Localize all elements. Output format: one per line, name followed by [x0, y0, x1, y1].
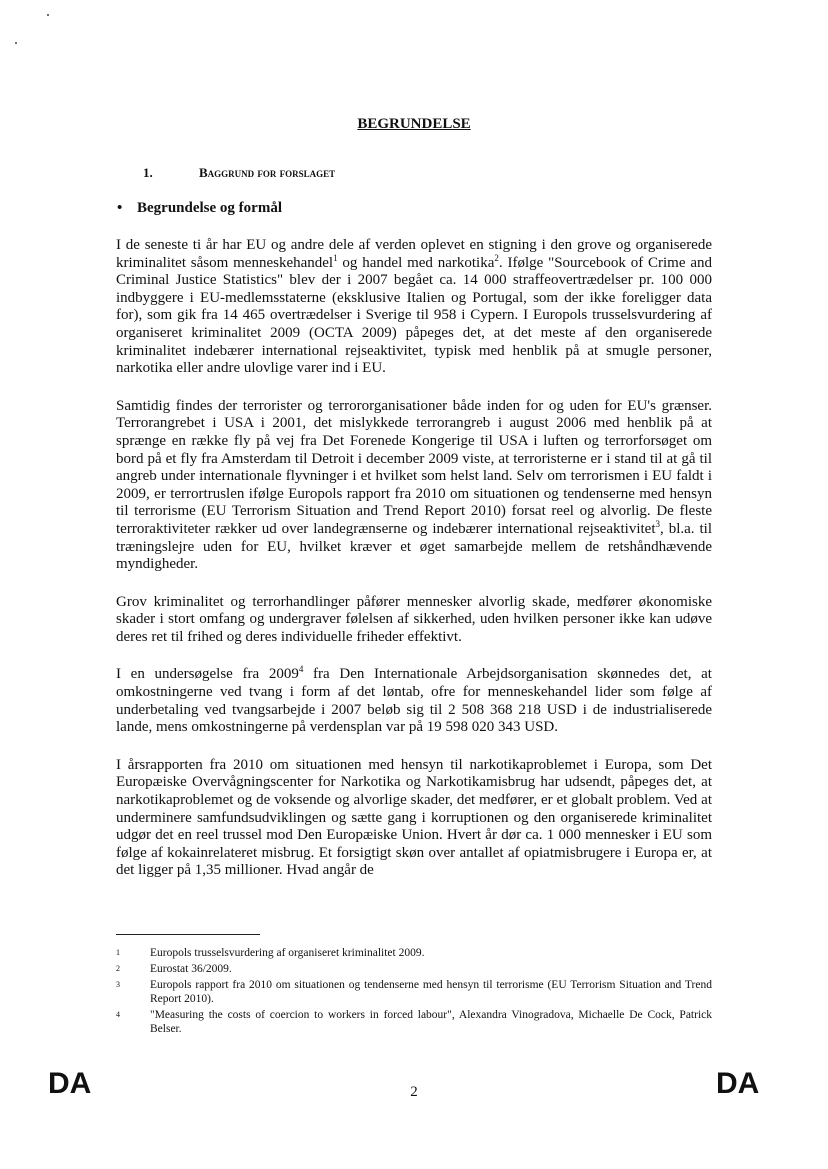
footnote-marker: 3 [116, 980, 120, 989]
paragraph [116, 237, 712, 378]
footnote-separator [116, 934, 260, 935]
section-number: 1. [143, 165, 153, 180]
footnote [116, 946, 712, 960]
paragraph-text: I de seneste ti år har EU og andre dele af verden oplevet en stigning i den grove og organiserede kriminalitet såsom menneskehandel [116, 237, 712, 271]
scan-speck [15, 42, 17, 44]
footnote [116, 1008, 712, 1036]
bullet-icon: • [117, 200, 123, 216]
subsection-title: Begrundelse og formål [137, 200, 282, 216]
footnote-text: "Measuring the costs of coercion to workers in forced labour", Alexandra Vinogradova, Michaelle De Cock, Patrick Belser. [150, 1009, 712, 1035]
scan-speck [47, 14, 49, 16]
footnote-marker: 4 [116, 1010, 120, 1019]
paragraph [116, 594, 712, 647]
footnote-text: Europols trusselsvurdering af organiseret kriminalitet 2009. [150, 947, 425, 959]
footnote [116, 962, 712, 976]
footnote-ref: 4 [298, 664, 304, 675]
paragraph [116, 757, 712, 880]
footnote-ref: 3 [655, 518, 660, 529]
paragraph [116, 666, 712, 736]
paragraph-text: Grov kriminalitet og terrorhandlinger påfører mennesker alvorlig skade, medfører økonomiske skader i stort omfang og undergraver følelsen af sikkerhed, uden hvilken personer ikke kan udøve deres ret til frihed og deres individuelle friheder effektivt. [116, 593, 712, 645]
paragraph-text: , bl.a. til træningslejre uden for EU, hvilket kræver et øget samarbejde mellem de retshåndhævende myndigheder. [116, 520, 712, 573]
subsection-heading [117, 200, 282, 217]
paragraph-text: fra Den Internationale Arbejdsorganisation skønnedes det, at omkostningerne ved tvang i form af det løntab, ofre for menneskehandel lider som følge af underbetaling ved tvangsarbejde i 2007 beløb sig til 2 508 368 218 USD i de industrialiserede lande, mens omkostningerne på verdensplan var på 19 598 020 343 USD. [116, 666, 712, 736]
footnote-text: Eurostat 36/2009. [150, 963, 232, 975]
paragraph-text: I en undersøgelse fra 2009 [116, 666, 299, 683]
paragraph [116, 398, 712, 574]
footnotes [116, 946, 712, 1038]
footnote-marker: 1 [116, 948, 120, 957]
section-heading [143, 165, 335, 181]
paragraph-text: og handel med narkotika [337, 254, 495, 271]
language-code-left: DA [48, 1067, 92, 1100]
paragraph-text: Samtidig findes der terrorister og terrororganisationer både inden for og uden for EU's grænser. Terrorangrebet i USA i 2001, det mislykkede terrorangreb i august 2006 med henblik på at sprænge en række fly på vej fra Det Forenede Kongerige til USA i luften og terrorforsøget om bord på et fly fra Amsterdam til Detroit i december 2009 viste, at terroristerne er i stand til at gå til angreb under internationale flyvninger i et hvilket som helst land. Selv om terrorismen i EU faldt i 2009, er terrortruslen ifølge Europols rapport fra 2010 om situationen og tendenserne med hensyn til terrorisme (EU Terrorism Situation and Trend Report 2010) forsat reel og alvorlig. De fleste terroraktiviteter rækker ud over landegrænserne og indebærer international rejseaktivitet [116, 397, 712, 537]
page-number: 2 [410, 1084, 418, 1100]
language-code-right: DA [716, 1067, 760, 1100]
body-text [116, 237, 712, 900]
paragraph-text: I årsrapporten fra 2010 om situationen med hensyn til narkotikaproblemet i Europa, som Det Europæiske Overvågningscenter for Narkotika og Narkotikamisbrug har udsendt, påpeges det, at narkotikaproblemet og de voksende og alvorlige skader, det medfører, er et globalt problem. Ved at underminere samfundsudviklingen og sætte gang i korruptionen og den organiserede kriminalitet udgør det en reel trussel mod Den Europæiske Union. Hvert år dør ca. 1 000 mennesker i EU som følge af kokainrelateret misbrug. Et forsigtigt skøn over antallet af opiatmisbrugere i Europa er, at det ligger på 1,35 millioner. Hvad angår de [116, 756, 712, 879]
footnote-text: Europols rapport fra 2010 om situationen og tendenserne med hensyn til terrorisme (EU Terrorism Situation and Trend Report 2010). [150, 979, 712, 1005]
footnote [116, 978, 712, 1006]
section-title: Baggrund for forslaget [199, 165, 336, 180]
paragraph-text: . Ifølge "Sourcebook of Crime and Criminal Justice Statistics" blev der i 2007 begået ca. 14 000 straffeovertrædelser pr. 100 000 indbyggere i EU-medlemsstaterne (eksklusive Italien og Portugal, som der ikke foreligger data for), som gik fra 14 465 overtrædelser i Sverige til 958 i Cypern. I Europols trusselsvurdering af organiseret kriminalitet 2009 (OCTA 2009) påpeges det, at det meste af den organiserede kriminalitet indebærer international rejseaktivitet, typisk med henblik på at smugle personer, narkotika eller andre ulovlige varer ind i EU. [116, 254, 712, 377]
document-title: BEGRUNDELSE [357, 116, 471, 132]
footnote-marker: 2 [116, 964, 120, 973]
footnote-ref: 2 [494, 252, 499, 263]
footnote-ref: 1 [333, 252, 338, 263]
